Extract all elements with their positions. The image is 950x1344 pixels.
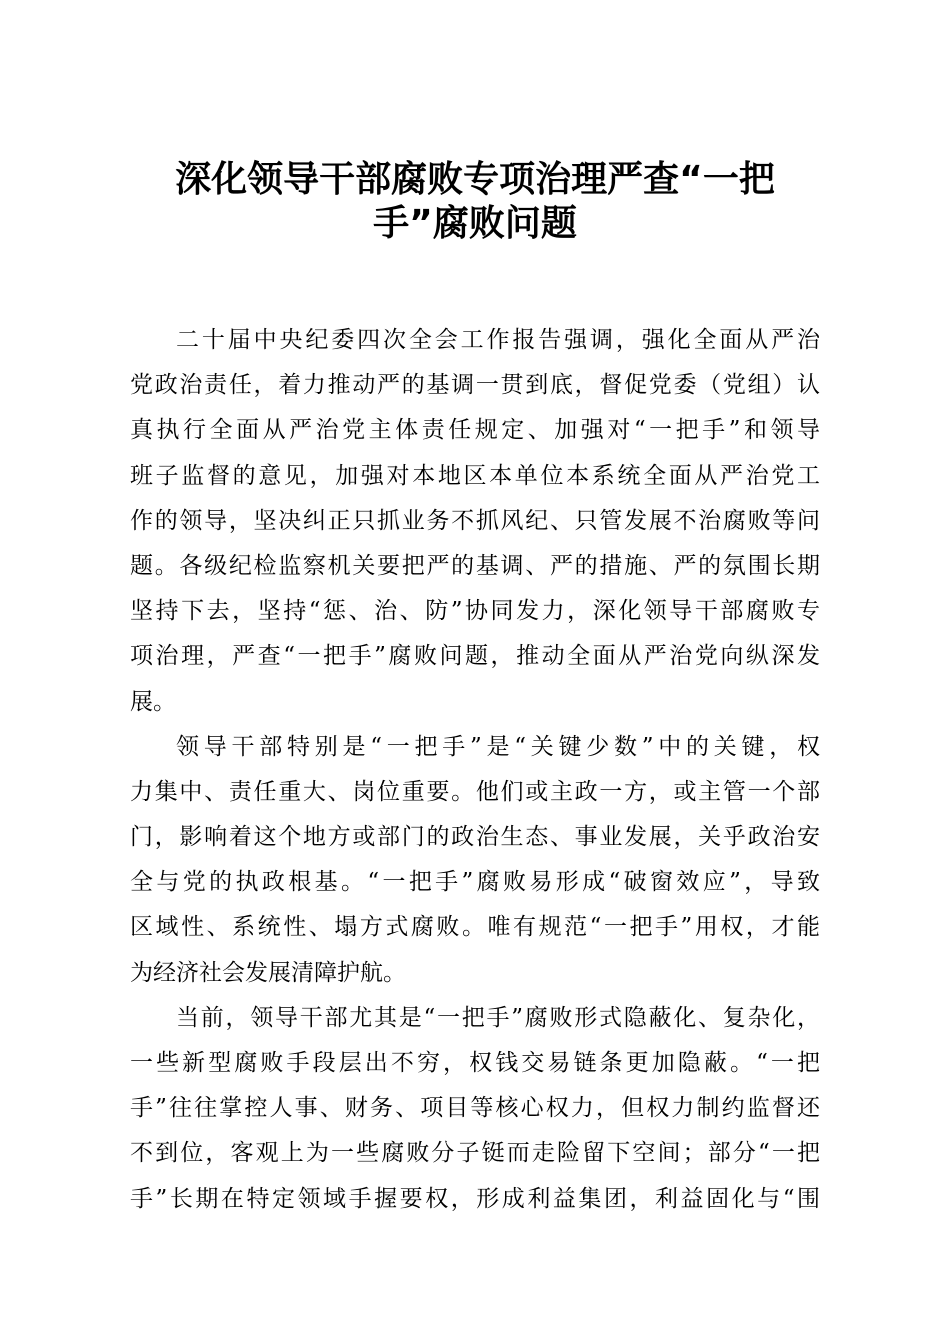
text-line: 手”长期在特定领域手握要权，形成利益集团，利益固化与“围: [130, 1185, 820, 1212]
text-line: 全与党的执政根基。“一把手”腐败易形成“破窗效应”，导致: [130, 869, 820, 896]
text-line: 作的领导，坚决纠正只抓业务不抓风纪、只管发展不治腐败等问: [130, 507, 820, 534]
text-line: 当前，领导干部尤其是“一把手”腐败形式隐蔽化、复杂化，: [176, 1004, 820, 1031]
text-line: 班子监督的意见，加强对本地区本单位本系统全面从严治党工: [130, 462, 820, 489]
document-title: [130, 158, 820, 246]
text-line: 展。: [130, 688, 176, 715]
text-line: 区域性、系统性、塌方式腐败。唯有规范“一把手”用权，才能: [130, 914, 820, 941]
title-line-1: 深化领导干部腐败专项治理严查“一把: [175, 159, 775, 200]
text-line: 手”往往掌控人事、财务、项目等核心权力，但权力制约监督还: [130, 1095, 820, 1122]
paragraph-1: [130, 318, 820, 725]
text-line: 项治理，严查“一把手”腐败问题，推动全面从严治党向纵深发: [130, 643, 820, 670]
text-line: 力集中、责任重大、岗位重要。他们或主政一方，或主管一个部: [130, 778, 820, 805]
text-line: 真执行全面从严治党主体责任规定、加强对“一把手”和领导: [130, 417, 820, 444]
paragraph-3: [130, 996, 820, 1222]
text-line: 党政治责任，着力推动严的基调一贯到底，督促党委（党组）认: [130, 372, 820, 399]
title-line-2: 手”腐败问题: [373, 203, 577, 244]
text-line: 门，影响着这个地方或部门的政治生态、事业发展，关乎政治安: [130, 824, 820, 851]
text-line: 为经济社会发展清障护航。: [130, 959, 406, 986]
document-body: [130, 318, 820, 1222]
text-line: 不到位，客观上为一些腐败分子铤而走险留下空间；部分“一把: [130, 1140, 820, 1167]
text-line: 二十届中央纪委四次全会工作报告强调，强化全面从严治: [176, 327, 820, 353]
text-line: 领导干部特别是“一把手”是“关键少数”中的关键，权: [176, 733, 820, 760]
paragraph-2: [130, 725, 820, 996]
text-line: 坚持下去，坚持“惩、治、防”协同发力，深化领导干部腐败专: [130, 598, 820, 625]
text-line: 题。各级纪检监察机关要把严的基调、严的措施、严的氛围长期: [130, 552, 820, 579]
text-line: 一些新型腐败手段层出不穷，权钱交易链条更加隐蔽。“一把: [130, 1050, 820, 1076]
